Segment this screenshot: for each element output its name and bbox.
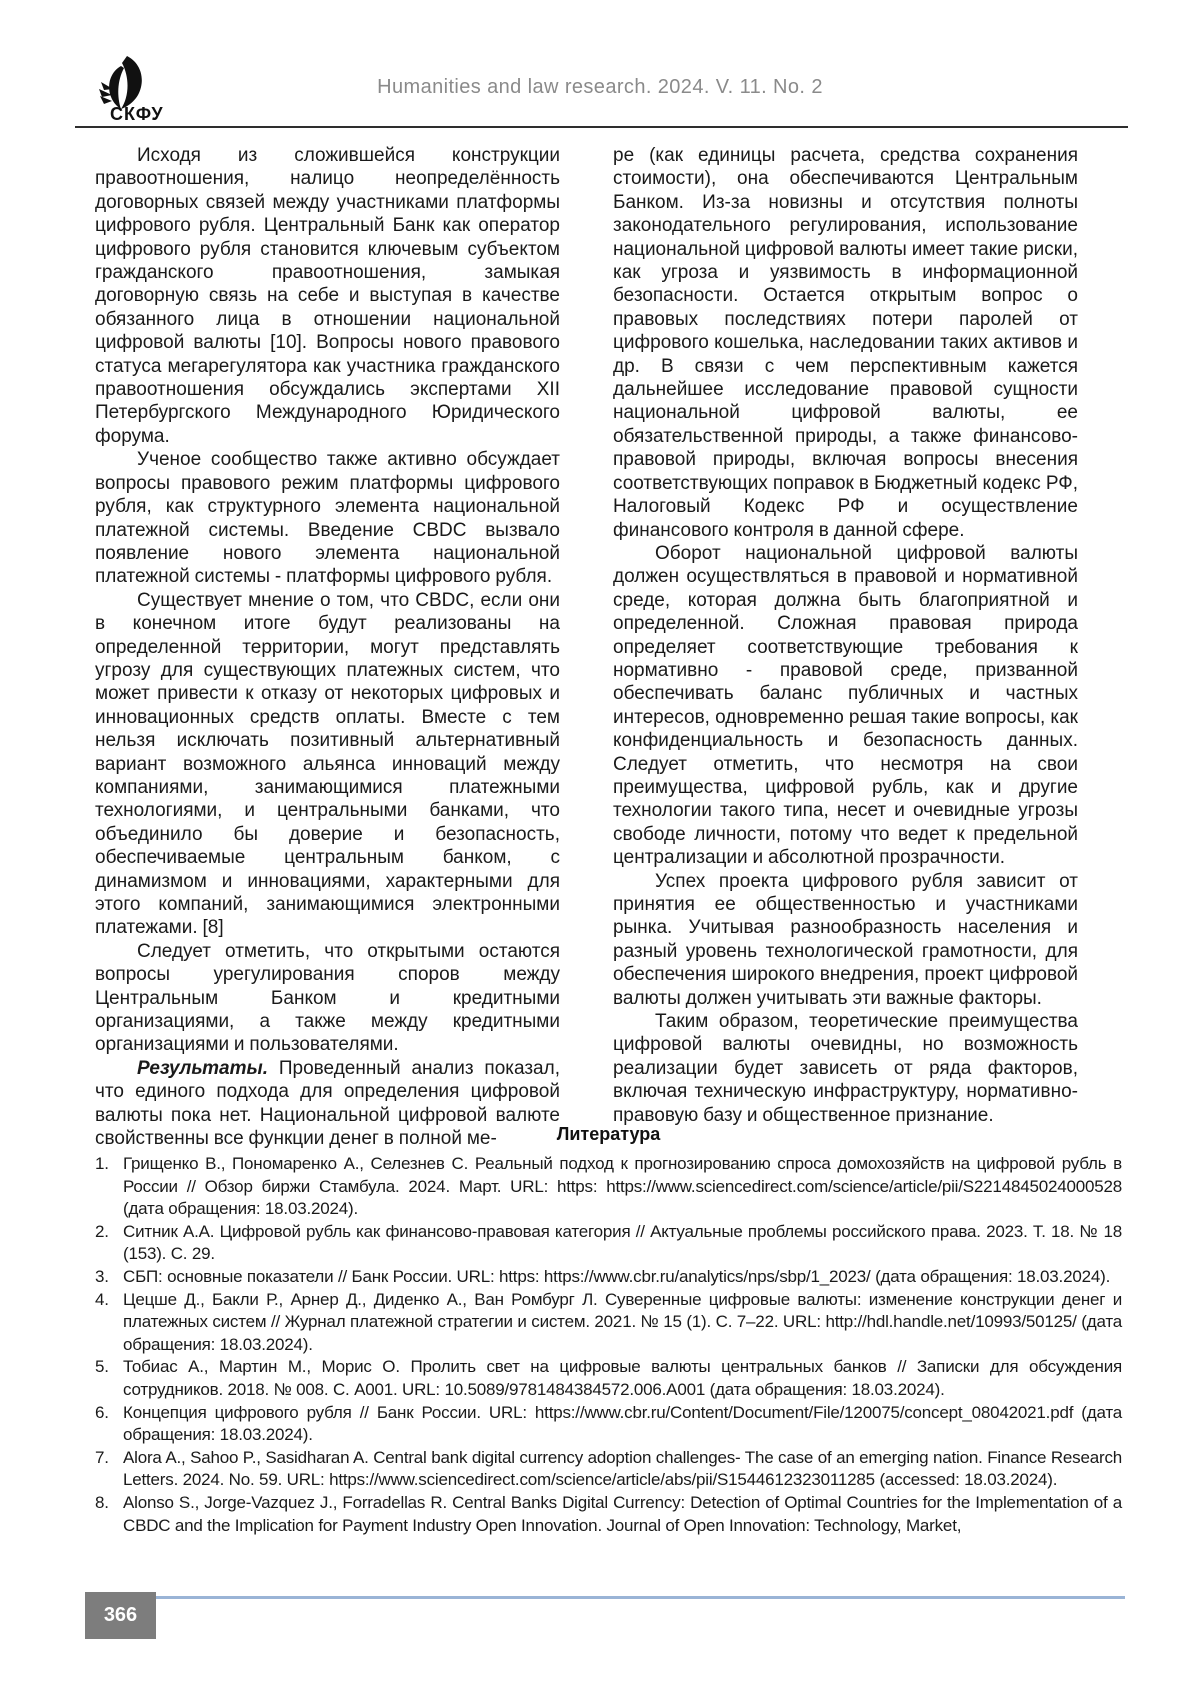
reference-item: [95, 1221, 1122, 1266]
paragraph: Оборот национальной цифровой валюты должен осуществляться в правовой и нормативной среде, которая должна быть благоприятной и определенной. Сложная правовая природа определяет соответствующие требования к нормативно - правовой среде, призванной обеспечивать баланс публичных и частных интересов, одновременно решая такие вопросы, как конфиденциальность и безопасность данных. Следует отметить, что несмотря на свои преимущества, цифровой рубль, как и другие технологии такого типа, несет и очевидные угрозы свободе личности, потому что ведет к предельной централизации и абсолютной прозрачности.: [613, 542, 1078, 869]
reference-number: 5.: [95, 1357, 109, 1377]
reference-item: [95, 1447, 1122, 1492]
paragraph: Исходя из сложившейся конструкции правоотношения, налицо неопределённость договорных связей между участниками платформы цифрового рубля. Центральный Банк как оператор цифрового рубля становится ключевым субъектом гражданского правоотношения, замыкая договорную связь на себе и выступая в качестве обязанного лица в отношении национальной цифровой валюты [10]. Вопросы нового правового статуса мегарегулятора как участника гражданского правоотношения обсуждались экспертами XII Петербургского Международного Юридического форума.: [95, 145, 560, 447]
paragraph: Существует мнение о том, что CBDC, если они в конечном итоге будут реализованы на определенной территории, могут представлять угрозу для существующих платежных систем, что может привести к отказу от некоторых цифровых и инновационных средств оплаты. Вместе с тем нельзя исключать позитивный альтернативный вариант возможного альянса инноваций между компаниями, занимающимися платежными технологиями, и центральными банками, что объединило бы доверие и безопасность, обеспечиваемые центральным банком, с динамизмом и инновациями, характерными для этого компаний, занимающимися электронными платежами. [8]: [95, 589, 560, 939]
reference-text: СБП: основные показатели // Банк России. URL: https: https://www.cbr.ru/analytics/nps/sbp/1_2023/ (дата обращения: 18.03.2024).: [123, 1266, 1111, 1286]
reference-item: [95, 1289, 1122, 1357]
paragraph: Таким образом, теоретические преимущества цифровой валюты очевидны, но возможность реализации будет зависеть от ряда факторов, включая техническую инфраструктуру, нормативно-правовую базу и общественное признание.: [613, 1011, 1078, 1126]
reference-text: Концепция цифрового рубля // Банк России. URL: https://www.cbr.ru/Content/Document/File/120075/concept_08042021.pdf (дата обращения: 18.03.2024).: [123, 1402, 1122, 1445]
reference-number: 2.: [95, 1221, 109, 1241]
reference-text: Ситник А.А. Цифровой рубль как финансово-правовая категория // Актуальные проблемы российского права. 2023. Т. 18. № 18 (153). С. 29.: [123, 1221, 1122, 1264]
header-divider: [75, 126, 1128, 128]
reference-number: 6.: [95, 1402, 109, 1422]
reference-text: Тобиас А., Мартин М., Морис О. Пролить свет на цифровые валюты центральных банков // Записки для обсуждения сотрудников. 2018. № 008. С. A001. URL: 10.5089/9781484384572.006.A001 (дата обращения: 18.03.2024).: [123, 1357, 1122, 1399]
reference-item: [95, 1153, 1122, 1221]
reference-number: 7.: [95, 1447, 109, 1467]
references-heading: Литература: [556, 1124, 661, 1144]
reference-item: [95, 1492, 1122, 1537]
footer-divider: [156, 1596, 1125, 1599]
paragraph: Ученое сообщество также активно обсуждает вопросы правового режим платформы цифрового рубля, как структурного элемента национальной платежной системы. Введение CBDC вызвало появление нового элемента национальной платежной системы - платформы цифрового рубля.: [95, 449, 560, 588]
references-section: [95, 1124, 1122, 1537]
reference-item: [95, 1402, 1122, 1447]
paragraph-continuation: ре (как единицы расчета, средства сохранения стоимости), она обеспечиваются Центральным Банком. Из-за новизны и отсутствия полноты законодательного регулирования, использование национальной цифровой валюты имеет такие риски, как угроза и уязвимость в информационной безопасности. Остается открытым вопрос о правовых последствиях потери паролей от цифрового кошелька, наследовании таких активов и др. В связи с чем перспективным кажется дальнейшее исследование правовой сущности национальной цифровой валюты, ее обязательственной природы, а также финансово-правовой природы, включая вопросы внесения соответствующих поправок в Бюджетный кодекс РФ, Налоговый Кодекс РФ и осуществление финансового контроля в данной сфере.: [613, 145, 1078, 541]
left-column: [95, 144, 560, 1150]
reference-text: Грищенко В., Пономаренко А., Селезнев С. Реальный подход к прогнозированию спроса домохозяйств на цифровой рубль в России // Обзор биржи Стамбула. 2024. Март. URL: https: https://www.sciencedirect.com/science/article/pii/S2214845024000528 (дата обращения: 18.03.2024).: [123, 1154, 1122, 1219]
reference-item: [95, 1356, 1122, 1401]
references-list: [95, 1153, 1122, 1537]
paragraph: Следует отметить, что открытыми остаются вопросы урегулирования споров между Центральным Банком и кредитными организациями, а также между кредитными организациями и пользователями.: [95, 940, 560, 1056]
page-number: 366: [103, 1604, 138, 1626]
page-number-box: [85, 1592, 156, 1639]
reference-text: Alora A., Sahoo P., Sasidharan A. Central bank digital currency adoption challenges- The case of an emerging nation. Finance Research Letters. 2024. No. 59. URL: https://www.sciencedirect.com/science/article/abs/pii/S1544612323011285 (accessed: 18.03.2024).: [123, 1447, 1122, 1490]
reference-item: [95, 1266, 1122, 1289]
skfu-logo-label: СКФУ: [110, 104, 164, 124]
results-paragraph: Результаты. Проведенный анализ показал, что единого подхода для определения цифровой валюты пока нет. Национальной цифровой валюте свойственны все функции денег в полной ме-: [95, 1057, 560, 1150]
reference-number: 4.: [95, 1289, 109, 1309]
right-column: [613, 144, 1078, 1126]
reference-number: 1.: [95, 1154, 109, 1173]
results-lead: Результаты.: [137, 1057, 269, 1079]
reference-text: Alonso S., Jorge-Vazquez J., Forradellas R. Central Banks Digital Currency: Detection of Optimal Countries for the Implementation of a CBDC and the Implication for Payment Industry Open Innovation. Journal of Open Innovation: Technology, Market,: [123, 1492, 1122, 1535]
reference-number: 8.: [95, 1492, 109, 1512]
reference-text: Цецше Д., Бакли Р., Арнер Д., Диденко А., Ван Ромбург Л. Суверенные цифровые валюты: изменение конструкции денег и платежных систем // Журнал платежной стратегии и систем. 2021. № 15 (1). С. 7–22. URL: http://hdl.handle.net/10993/50125/ (дата обращения: 18.03.2024).: [123, 1289, 1122, 1354]
page-header: [0, 0, 1200, 130]
journal-title: Humanities and law research. 2024. V. 11. No. 2: [377, 76, 823, 98]
paragraph: Успех проекта цифрового рубля зависит от принятия ее общественностью и участниками рынка. Учитывая разнообразность населения и разный уровень технологической грамотности, для обеспечения широкого внедрения, проект цифровой валюты должен учитывать эти важные факторы.: [613, 870, 1078, 1009]
reference-number: 3.: [95, 1266, 109, 1286]
